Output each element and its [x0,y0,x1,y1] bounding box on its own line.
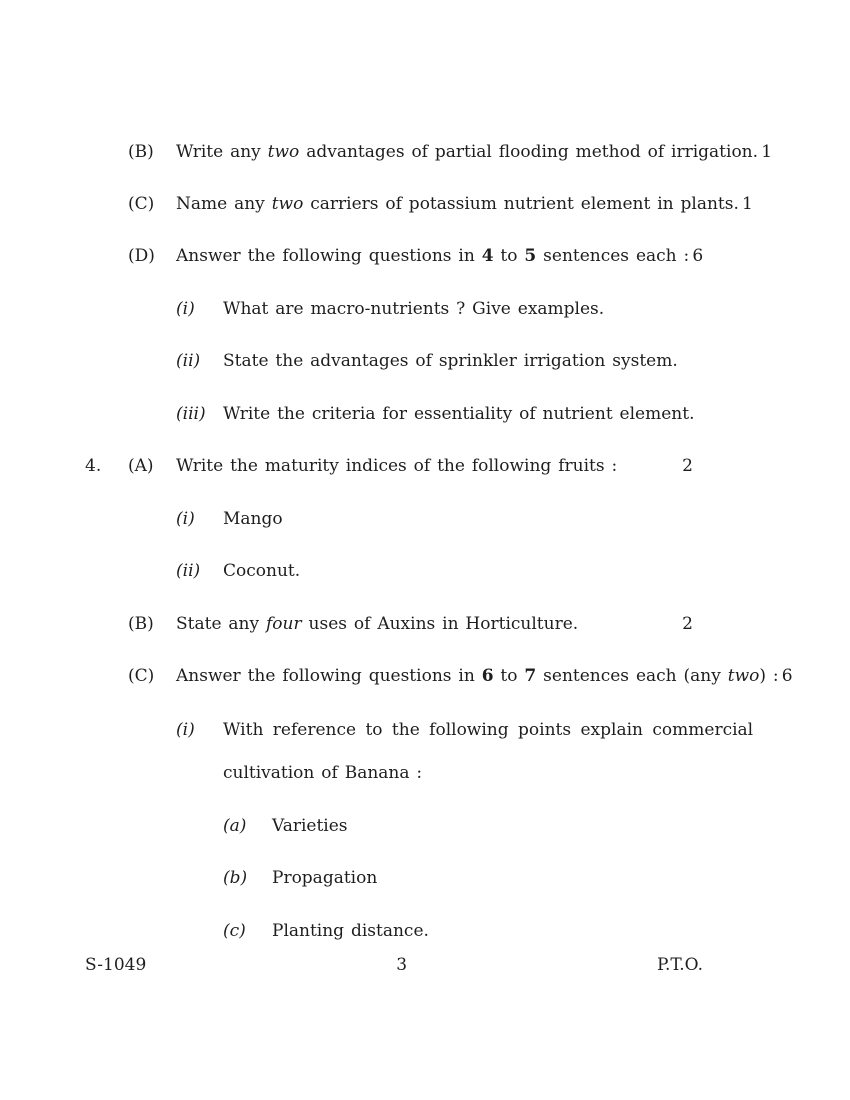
item-label: (i) [176,720,195,740]
question-number: 4. [85,456,102,476]
subquestion-row-3D-i [176,298,693,320]
marks-value: 6 [781,666,793,686]
item-label: (C) [128,666,155,686]
question-row-3D [85,245,704,267]
item-label: (B) [128,142,154,162]
question-text: Planting distance. [272,921,429,941]
question-number [85,613,128,635]
question-text: Write the criteria for essentiality of nutrient element. [223,404,695,424]
question-text: Coconut. [223,561,301,581]
item-label: (c) [223,921,246,941]
marks-value: 6 [692,246,704,266]
item-label: (iii) [176,404,206,424]
item-label: (i) [176,299,195,319]
item-label: (D) [128,246,155,266]
item-label: (C) [128,194,155,214]
marks-value: 2 [682,614,693,634]
question-row-3B [85,141,773,163]
marks-value: 1 [742,194,753,214]
question-row-3C [85,193,753,215]
question-text: Mango [223,509,283,529]
question-text: State any four uses of Auxins in Horticulture. [176,614,579,634]
subquestion-row-3D-ii [176,350,693,372]
question-text-line1: With reference to the following points explain commercial [223,720,754,740]
question-text: Answer the following questions in 6 to 7 sentences each (any two) : [176,666,779,686]
item-label: (i) [176,509,195,529]
question-row-4B [85,613,693,635]
item-label: (a) [223,816,247,836]
subpoint-row-c [223,920,693,942]
footer-pto: P.T.O. [657,955,703,975]
subpoint-row-b [223,867,693,889]
item-label: (A) [128,456,154,476]
subquestion-row-3D-iii [176,403,693,425]
subpoint-row-a [223,815,693,837]
question-text: Write the maturity indices of the following fruits : [176,456,618,476]
question-number [85,141,128,163]
question-number [85,193,128,215]
marks-value: 1 [761,142,773,162]
question-text: What are macro-nutrients ? Give examples. [223,299,605,319]
page-footer [85,954,703,976]
item-label: (ii) [176,351,201,371]
footer-page-number: 3 [396,955,408,975]
subquestion-row-4C-i [176,719,754,784]
question-row-4C [85,665,793,687]
footer-paper-code: S-1049 [85,955,147,975]
subquestion-row-4A-ii [176,560,693,582]
marks-value: 2 [682,456,693,476]
item-label: (b) [223,868,248,888]
question-text: Write any two advantages of partial flooding method of irrigation. [176,142,759,162]
question-text-line2: cultivation of Banana : [223,763,423,783]
question-number [85,245,128,267]
question-number [85,665,128,687]
subquestion-row-4A-i [176,508,693,530]
question-text [223,719,753,784]
item-label: (B) [128,614,154,634]
question-text: Name any two carriers of potassium nutrient element in plants. [176,194,739,214]
question-text: Answer the following questions in 4 to 5 sentences each : [176,246,690,266]
question-row-4A [85,455,693,477]
item-label: (ii) [176,561,201,581]
question-text: Varieties [272,816,348,836]
question-text: State the advantages of sprinkler irrigation system. [223,351,678,371]
question-text: Propagation [272,868,378,888]
